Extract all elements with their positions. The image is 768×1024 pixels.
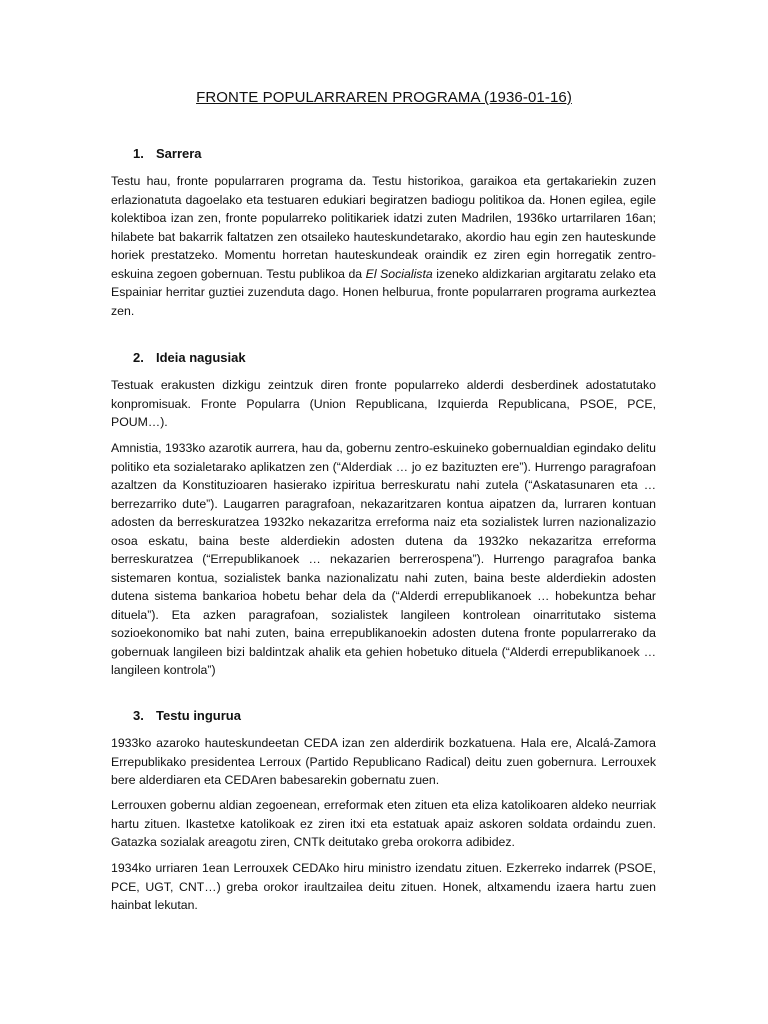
paragraph-ideia-2: Amnistia, 1933ko azarotik aurrera, hau da, gobernu zentro-eskuineko gobernualdian egindako delitu politiko eta sozialetarako aplikatzen zen (“Alderdiak … jo ez bazituzten ere”). Hurrengo paragrafoan azaltzen da Konstituzioaren hasierako izpiritua berreskuratu nahi zutela (“Askatasunaren eta … berrezarriko dute”). Laugarren paragrafoan, nekazaritzaren kontua aipatzen da, lurraren kontuan adosten da berreskuratzea 1932ko nekazaritza erreforma naiz eta sozialistek lurren nazionalizazio osoa eskatu, baina beste alderdiekin adosten dutena da 1932ko nekazaritza erreforma berreskuratzea (“Errepublikanoek … nekazarien berrerospena”). Hurrengo paragrafoa banka sistemaren kontua, sozialistek banka nazionalizatu nahi zuten, baina beste alderdiekin adosten dutena sistema bankarioa hobetu behar dela da (“Alderdi errepublikanoek … hobekuntza behar dituela”). Eta azken paragrafoan, sozialistek langileen kontrolean oinarritutako sistema sozioekonomiko bat nahi zuten, baina errepublikanoekin adosten dutena fronte popularrerako da gobernuak langileen bizi baldintzak ahalik eta gehien hobetuko dituela (“Alderdi errepublikanoek … langileen kontrola”): [111, 441, 656, 677]
paragraph-ingurua-3: 1934ko urriaren 1ean Lerrouxek CEDAko hiru ministro izendatu zituen. Ezkerreko indarrek (PSOE, PCE, UGT, CNT…) greba orokor iraultzailea deitu zituen. Honek, altxamendu izaera hartu zuen hainbat lekutan.: [111, 861, 656, 912]
section-heading-sarrera: [133, 146, 202, 161]
section-heading-ideia-nagusiak: [133, 350, 246, 365]
section-number: 2.: [133, 350, 144, 365]
paragraph-sarrera: [111, 172, 656, 320]
section-number: 1.: [133, 146, 144, 161]
paragraph-ingurua-1: 1933ko azaroko hauteskundeetan CEDA izan zen alderdirik bozkatuena. Hala ere, Alcalá-Zamora Errepublikako presidentea Lerroux (Partido Republicano Radical) deitu zuen gobernura. Lerrouxek bere alderdiaren eta CEDAren babesarekin gobernatu zuen.: [111, 736, 656, 787]
paragraph-ideia-1: Testuak erakusten dizkigu zeintzuk diren fronte popularreko alderdi desberdinek adostatutako konpromisuak. Fronte Popularra (Union Republicana, Izquierda Republicana, PSOE, PCE, POUM…).: [111, 378, 656, 429]
section-title: Sarrera: [156, 146, 202, 161]
publication-name: El Socialista: [365, 266, 433, 281]
section-title: Testu ingurua: [156, 708, 241, 723]
section-title: Ideia nagusiak: [156, 350, 246, 365]
paragraph-text: izeneko aldizkarian argitaratu zelako eta Espainiar herritar guztiei zuzenduta dago. Honen helburua, fronte popularraren programa aurkeztea zen.: [111, 266, 657, 318]
paragraph-ingurua-2: Lerrouxen gobernu aldian zegoenean, erreformak eten zituen eta eliza katolikoaren aldeko neurriak hartu zituen. Ikastetxe katolikoak ez ziren itxi eta estatuak apaiz askoren soldata ordaindu zuen. Gatazka sozialak areagotu ziren, CNTk deitutako greba orokorra adibidez.: [111, 798, 656, 849]
section-heading-testu-ingurua: [133, 708, 241, 723]
section-number: 3.: [133, 708, 144, 723]
document-title: FRONTE POPULARRAREN PROGRAMA (1936-01-16): [196, 89, 572, 106]
paragraph-text: Testu hau, fronte popularraren programa da. Testu historikoa, garaikoa eta gertakariekin zuzen erlazionatuta dagoelako eta testuaren edukiari begiratzen badiogu politikoa da. Honen egilea, egile kolektiboa izan zen, fronte popularreko politikariek idatzi zuten Madrilen, 1936ko urtarrilaren 16an; hilabete bat bakarrik faltatzen zen otsaileko hauteskundetarako, akordio hau egin zen hauteskunde horiek prestatzeko. Momentu horretan hauteskundeak oraindik ez ziren egin horregatik zentro-eskuina zegoen gobernuan. Testu publikoa da: [111, 174, 656, 281]
